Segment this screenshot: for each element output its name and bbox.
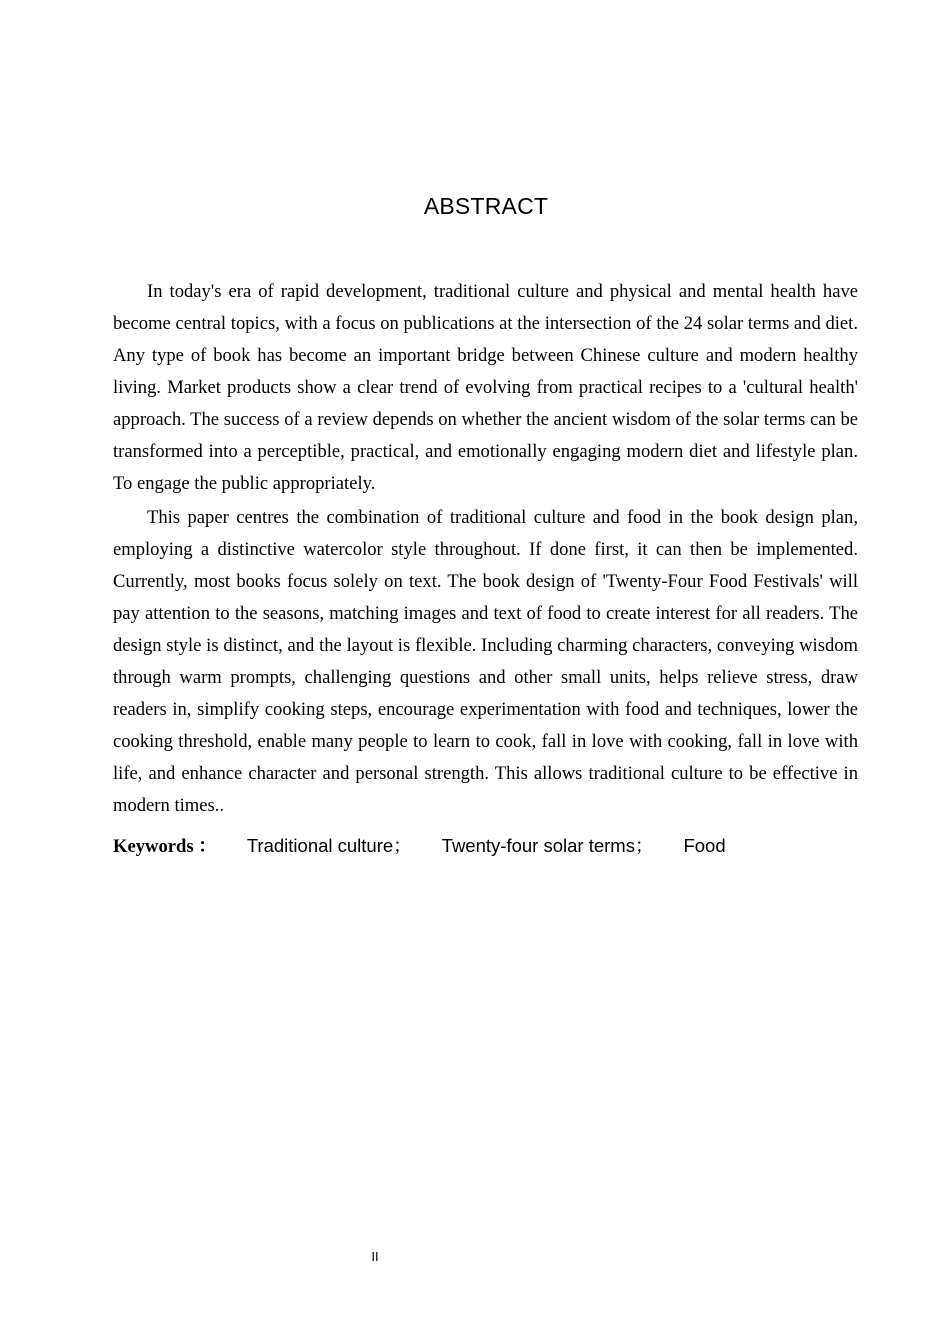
abstract-paragraph-2: This paper centres the combination of traditional culture and food in the book design plan, employing a distinctive watercolor style throughout. If done first, it can then be implemented. Currently, most books focus solely on text. The book design of 'Twenty-Four Food Festivals' will pay attention to the seasons, matching images and text of food to create interest for all readers. The design style is distinct, and the layout is flexible. Including charming characters, conveying wisdom through warm prompts, challenging questions and other small units, helps relieve stress, draw readers in, simplify cooking steps, encourage experimentation with food and techniques, lower the cooking threshold, enable many people to learn to cook, fall in love with cooking, fall in love with life, and enhance character and personal strength. This allows traditional culture to be effective in modern times.. <box>113 507 858 816</box>
page-number: II <box>371 1249 379 1264</box>
keyword-item: Twenty-four solar terms； <box>441 835 654 856</box>
keywords-label: Keywords ： <box>113 836 217 857</box>
keywords-line <box>113 831 858 861</box>
keyword-item: Food <box>683 835 726 856</box>
abstract-title: ABSTRACT <box>423 193 549 219</box>
abstract-paragraph-1: In today's era of rapid development, traditional culture and physical and mental health have become central topics, with a focus on publications at the intersection of the 24 solar terms and diet. Any type of book has become an important bridge between Chinese culture and modern healthy living. Market products show a clear trend of evolving from practical recipes to a 'cultural health' approach. The success of a review depends on whether the ancient wisdom of the solar terms can be transformed into a perceptible, practical, and emotionally engaging modern diet and lifestyle plan. To engage the public appropriately. <box>113 281 858 494</box>
abstract-body <box>113 276 858 824</box>
keyword-item: Traditional culture； <box>246 835 412 856</box>
